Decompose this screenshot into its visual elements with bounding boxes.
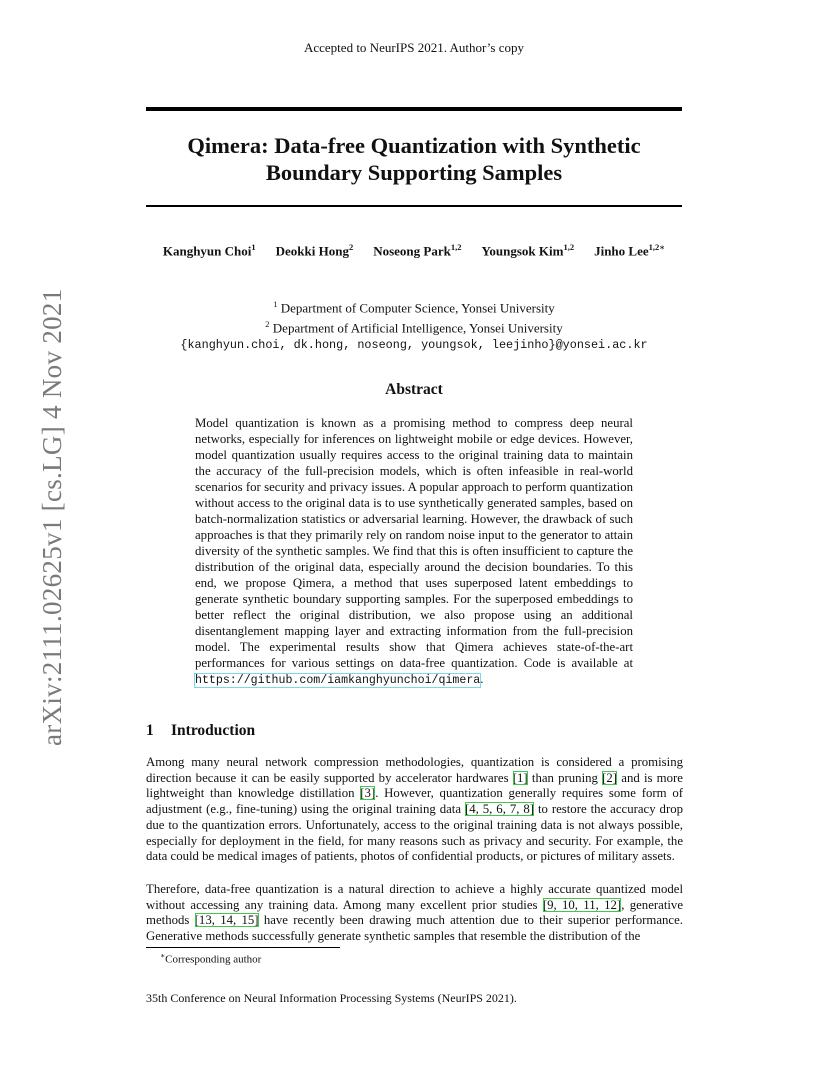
author-emails: {kanghyun.choi, dk.hong, noseong, youngsok, leejinho}@yonsei.ac.kr (180, 337, 648, 352)
author: Jinho Lee$^{1,2∗}$ (594, 242, 666, 259)
affiliations (146, 296, 682, 353)
citation-link[interactable]: [13, 14, 15] (194, 913, 259, 928)
arxiv-stamp: arXiv:2111.02625v1 [cs.LG] 4 Nov 2021 (37, 288, 67, 746)
citation-link[interactable]: [9, 10, 11, 12] (542, 897, 622, 912)
footnote: ∗Corresponding author (160, 951, 262, 966)
conference-note: 35th Conference on Neural Information Processing Systems (NeurIPS 2021). (146, 991, 517, 1005)
citation-link[interactable]: [3] (360, 786, 376, 801)
affiliation-1: $^1$ Department of Computer Science, Yonsei University (273, 299, 555, 316)
abstract-body: Model quantization is known as a promising method to compress deep neural networks, especially for inferences on lightweight mobile or edge devices. However, model quantization usually requires access to the original training data to maintain the accuracy of the full-precision models, which is often infeasible in real-world scenarios for security and privacy issues. A popular approach to perform quantization without access to the original data is to use synthetically generated samples, based on batch-normalization statistics or adversarial learning. However, the drawback of such approaches is that they primarily rely on random noise input to the generator to attain diversity of the synthetic samples. We find that this is often insufficient to capture the distribution of the original data, especially around the decision boundaries. To this end, we propose Qimera, a method that uses superposed latent embeddings to generate synthetic boundary supporting samples. For the superposed embeddings to better reflect the original distribution, we also propose using an additional disentanglement mapping layer and extracting information from the full-precision model. The experimental results show that Qimera achieves state-of-the-art performances for various settings on data-free quantization. Code is available at https://github.com/iamkanghyunchoi/qimera. (195, 416, 633, 687)
abstract-heading: Abstract (385, 381, 443, 398)
title-line-2: Boundary Supporting Samples (265, 160, 563, 185)
section-number: 1 (146, 722, 154, 739)
section-title: Introduction (171, 722, 256, 739)
intro-paragraph-1: Among many neural network compression methodologies, quantization is considered a promising direction because it can be easily supported by accelerator hardwares [1] than pruning [2] and is more lightweight than knowledge distillation [3]. However, quantization generally requires some form of adjustment (e.g., fine-tuning) using the original training data [4, 5, 6, 7, 8] to restore the accuracy drop due to the quantization errors. Unfortunately, access to the original training data is not always possible, especially for deployment in the field, for many reasons such as privacy and security. For example, the data could be medical images of patients, photos of confidential products, or pictures of military assets. (146, 755, 684, 864)
intro-paragraph-2: Therefore, data-free quantization is a natural direction to achieve a highly accurate quantized model without accessing any training data. Among many excellent prior studies [9, 10, 11, 12], generative methods [13, 14, 15] have recently been drawing much attention due to their superior performance. Generative methods successfully generate synthetic samples that resemble the distribution of the (146, 882, 684, 944)
paper-title (146, 132, 682, 186)
author: Deokki Hong$^2$ (275, 242, 354, 259)
title-top-rule (146, 107, 682, 111)
affiliation-2: $^2$ Department of Artificial Intelligence, Yonsei University (265, 319, 563, 336)
code-link[interactable]: https://github.com/iamkanghyunchoi/qimera (195, 674, 481, 687)
section-heading-introduction (146, 722, 255, 740)
author-list (146, 242, 682, 259)
author: Kanghyun Choi$^1$ (162, 242, 256, 259)
title-line-1: Qimera: Data-free Quantization with Synthetic (187, 133, 641, 158)
footnote-rule (146, 947, 340, 948)
title-bottom-rule (146, 205, 682, 207)
author: Noseong Park$^{1,2}$ (373, 242, 462, 259)
header-note: Accepted to NeurIPS 2021. Author’s copy (303, 40, 524, 55)
author: Youngsok Kim$^{1,2}$ (481, 242, 575, 259)
citation-link[interactable]: [2] (602, 770, 618, 785)
citation-link[interactable]: [4, 5, 6, 7, 8] (464, 802, 535, 817)
citation-link[interactable]: [1] (512, 770, 528, 785)
